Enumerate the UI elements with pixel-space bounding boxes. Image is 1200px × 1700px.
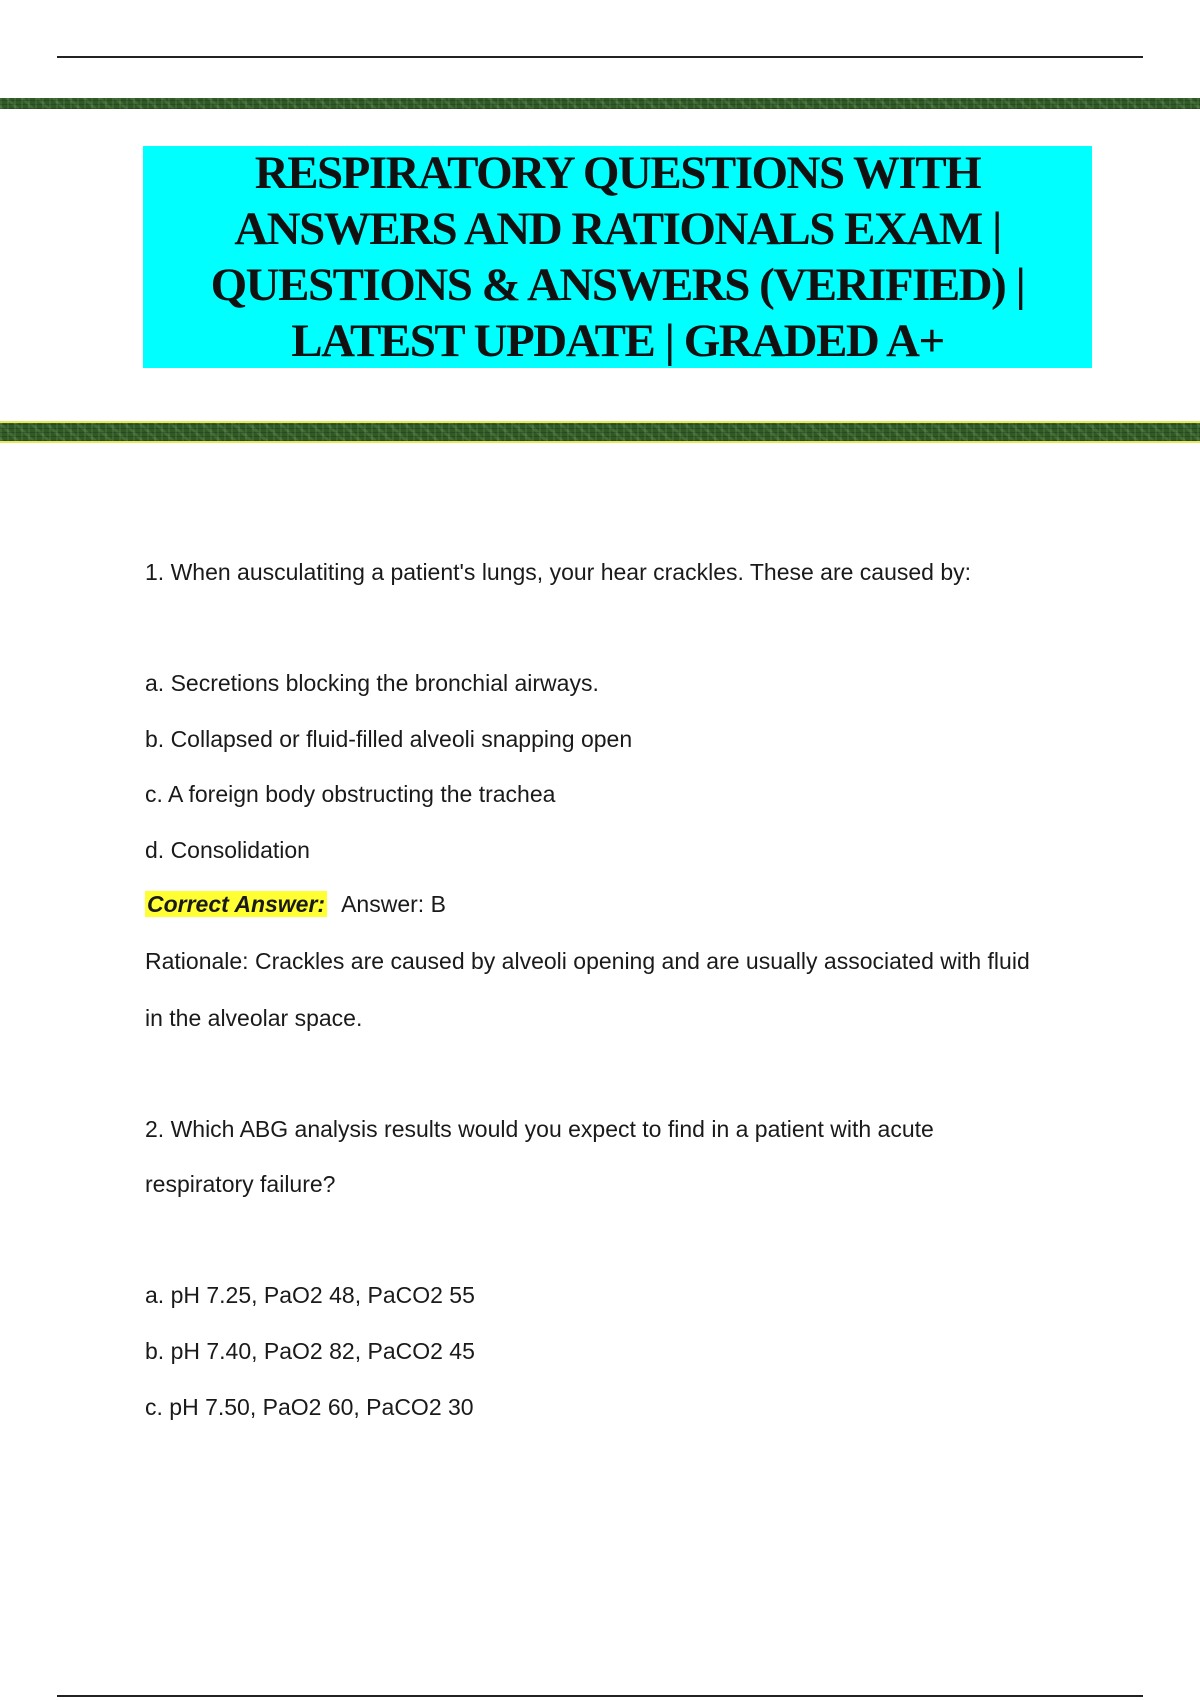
footer-rule [57, 1695, 1143, 1697]
question-2-option-a: a. pH 7.25, PaO2 48, PaCO2 55 [145, 1282, 475, 1308]
question-1-option-c: c. A foreign body obstructing the trachea [145, 781, 556, 807]
decorative-band-bottom [0, 421, 1200, 443]
question-1-rationale-line-2: in the alveolar space. [145, 1005, 363, 1031]
question-1-option-b: b. Collapsed or fluid-filled alveoli snapping open [145, 726, 633, 752]
question-1-answer [145, 890, 446, 918]
decorative-band-top [0, 98, 1200, 109]
question-2-option-c: c. pH 7.50, PaO2 60, PaCO2 30 [145, 1394, 474, 1420]
correct-answer-label: Correct Answer: [147, 891, 326, 917]
question-1-option-a: a. Secretions blocking the bronchial airways. [145, 670, 599, 696]
question-2-prompt-line-1: 2. Which ABG analysis results would you expect to find in a patient with acute [145, 1116, 934, 1142]
question-1-prompt: 1. When ausculatiting a patient's lungs, your hear crackles. These are caused by: [145, 559, 972, 585]
question-1-rationale-line-1: Rationale: Crackles are caused by alveoli opening and are usually associated with fluid [145, 948, 1030, 974]
question-2-option-b: b. pH 7.40, PaO2 82, PaCO2 45 [145, 1338, 475, 1364]
header-rule [57, 56, 1143, 58]
question-1-option-d: d. Consolidation [145, 837, 310, 863]
document-title: RESPIRATORY QUESTIONS WITH ANSWERS AND RATIONALS EXAM | QUESTIONS & ANSWERS (VERIFIED) | LATEST UPDATE | GRADED A+ [210, 147, 1025, 367]
question-2-prompt-line-2: respiratory failure? [145, 1171, 336, 1197]
correct-answer-value: Answer: B [341, 891, 446, 917]
title-banner [143, 146, 1092, 368]
